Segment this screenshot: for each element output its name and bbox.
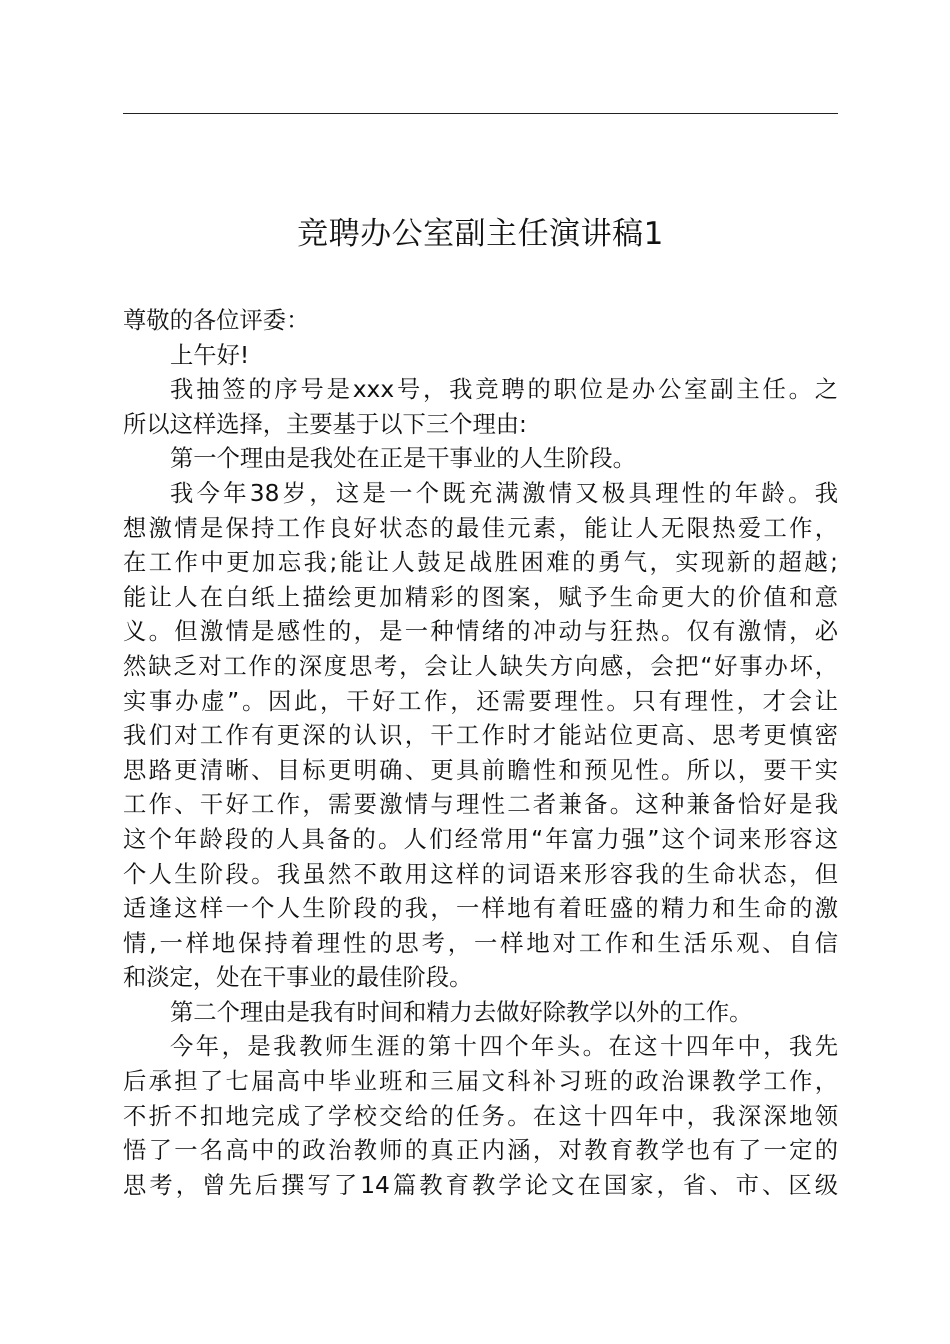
paragraph-reason-two-heading — [123, 996, 838, 1031]
paragraph-line: 工作、干好工作，需要激情与理性二者兼备。这种兼备恰好是我 — [123, 791, 838, 819]
paragraph-line: 思考，曾先后撰写了14篇教育教学论文在国家，省、市、区级 — [123, 1171, 838, 1199]
paragraph-reason-two-body — [123, 1030, 838, 1203]
paragraph-line: 和淡定，处在干事业的最佳阶段。 — [123, 964, 473, 992]
paragraph-line: 在工作中更加忘我;能让人鼓足战胜困难的勇气，实现新的超越; — [123, 549, 838, 577]
paragraph-line: 后承担了七届高中毕业班和三届文科补习班的政治课教学工作， — [123, 1068, 838, 1096]
paragraph-line: 个人生阶段。我虽然不敢用这样的词语来形容我的生命状态，但 — [123, 860, 838, 888]
paragraph-line: 今年，是我教师生涯的第十四个年头。在这十四年中，我先 — [170, 1033, 838, 1061]
paragraph-reason-one-body — [123, 477, 838, 996]
header-rule — [123, 113, 838, 114]
paragraph-line: 情,一样地保持着理性的思考，一样地对工作和生活乐观、自信 — [123, 929, 838, 957]
paragraph-line: 想激情是保持工作良好状态的最佳元素，能让人无限热爱工作， — [123, 514, 838, 542]
paragraph-greeting — [123, 339, 838, 374]
paragraph-line: 我今年38岁，这是一个既充满激情又极具理性的年龄。我 — [170, 479, 838, 507]
paragraph-line: 实事办虚”。因此，干好工作，还需要理性。只有理性，才会让 — [123, 687, 838, 715]
salutation-line: 尊敬的各位评委： — [123, 307, 310, 334]
paragraph-line: 我抽签的序号是xxx号，我竞聘的职位是办公室副主任。之 — [170, 376, 838, 404]
paragraph-intro — [123, 373, 838, 442]
paragraph-line: 所以这样选择，主要基于以下三个理由: — [123, 410, 527, 438]
paragraph-line: 适逢这样一个人生阶段的我，一样地有着旺盛的精力和生命的激 — [123, 895, 838, 923]
paragraph-line: 我们对工作有更深的认识，干工作时才能站位更高、思考更慎密 — [123, 722, 838, 750]
salutation — [123, 304, 838, 339]
paragraph-line: 第二个理由是我有时间和精力去做好除教学以外的工作。 — [170, 998, 753, 1026]
paragraph-line: 第一个理由是我处在正是干事业的人生阶段。 — [170, 445, 636, 473]
document-title: 竞聘办公室副主任演讲稿1 — [297, 216, 664, 252]
paragraph-line: 思路更清晰、目标更明确、更具前瞻性和预见性。所以，要干实 — [123, 756, 838, 784]
paragraph-line: 上午好! — [170, 341, 250, 369]
paragraph-line: 能让人在白纸上描绘更加精彩的图案，赋予生命更大的价值和意 — [123, 583, 838, 611]
paragraph-line: 然缺乏对工作的深度思考，会让人缺失方向感，会把“好事办坏， — [123, 652, 838, 680]
paragraph-line: 悟了一名高中的政治教师的真正内涵，对教育教学也有了一定的 — [123, 1137, 838, 1165]
document-body — [123, 304, 838, 1203]
paragraph-line: 不折不扣地完成了学校交给的任务。在这十四年中，我深深地领 — [123, 1102, 838, 1130]
paragraph-line: 义。但激情是感性的，是一种情绪的冲动与狂热。仅有激情，必 — [123, 618, 838, 646]
paragraph-line: 这个年龄段的人具备的。人们经常用“年富力强”这个词来形容这 — [123, 825, 838, 853]
paragraph-reason-one-heading — [123, 442, 838, 477]
